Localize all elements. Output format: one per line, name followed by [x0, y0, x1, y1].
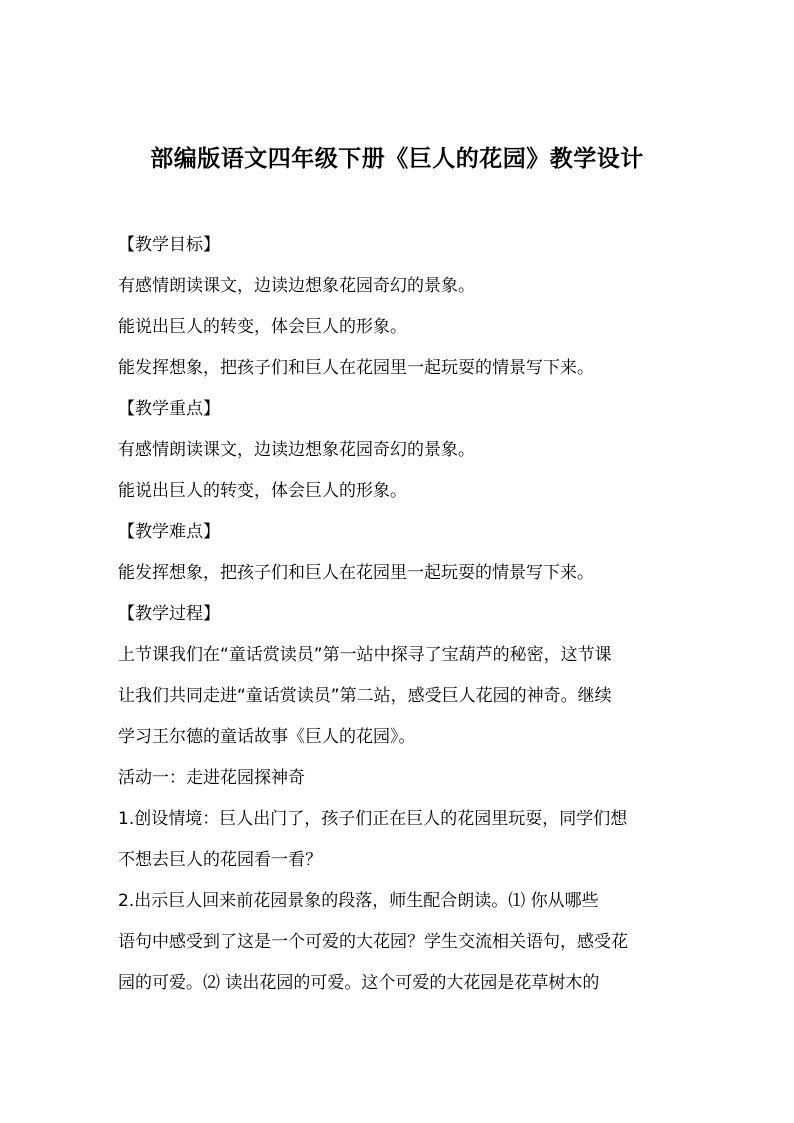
step2-line-1: 2.出示巨人回来前花园景象的段落，师生配合朗读。⑴ 你从哪些: [118, 891, 599, 911]
document-body: [118, 225, 678, 1004]
key-point-item-1: 有感情朗读课文，边读边想象花园奇幻的景象。: [118, 440, 475, 460]
section-heading-goals: 【教学目标】: [118, 235, 220, 255]
step2-line-3: 园的可爱。⑵ 读出花园的可爱。这个可爱的大花园是花草树木的: [118, 973, 600, 993]
goal-item-1: 有感情朗读课文，边读边想象花园奇幻的景象。: [118, 276, 475, 296]
step1-line-2: 不想去巨人的花园看一看？: [118, 850, 322, 870]
goal-item-3: 能发挥想象，把孩子们和巨人在花园里一起玩耍的情景写下来。: [118, 358, 594, 378]
document-title: 部编版语文四年级下册《巨人的花园》教学设计: [150, 145, 644, 172]
intro-line-1: 上节课我们在“童话赏读员”第一站中探寻了宝葫芦的秘密，这节课: [118, 645, 612, 665]
difficulty-item-1: 能发挥想象，把孩子们和巨人在花园里一起玩耍的情景写下来。: [118, 563, 594, 583]
step1-line-1: 1.创设情境：巨人出门了，孩子们正在巨人的花园里玩耍，同学们想: [118, 809, 628, 829]
intro-line-3: 学习王尔德的童话故事《巨人的花园》。: [118, 727, 416, 747]
section-heading-process: 【教学过程】: [118, 604, 220, 624]
section-heading-key-points: 【教学重点】: [118, 399, 220, 419]
activity-title: 活动一：走进花园探神奇: [118, 768, 305, 788]
section-heading-difficulties: 【教学难点】: [118, 522, 220, 542]
goal-item-2: 能说出巨人的转变，体会巨人的形象。: [118, 317, 407, 337]
key-point-item-2: 能说出巨人的转变，体会巨人的形象。: [118, 481, 407, 501]
intro-line-2: 让我们共同走进“童话赏读员”第二站，感受巨人花园的神奇。继续: [118, 686, 612, 706]
step2-line-2: 语句中感受到了这是一个可爱的大花园？学生交流相关语句，感受花: [118, 932, 628, 952]
